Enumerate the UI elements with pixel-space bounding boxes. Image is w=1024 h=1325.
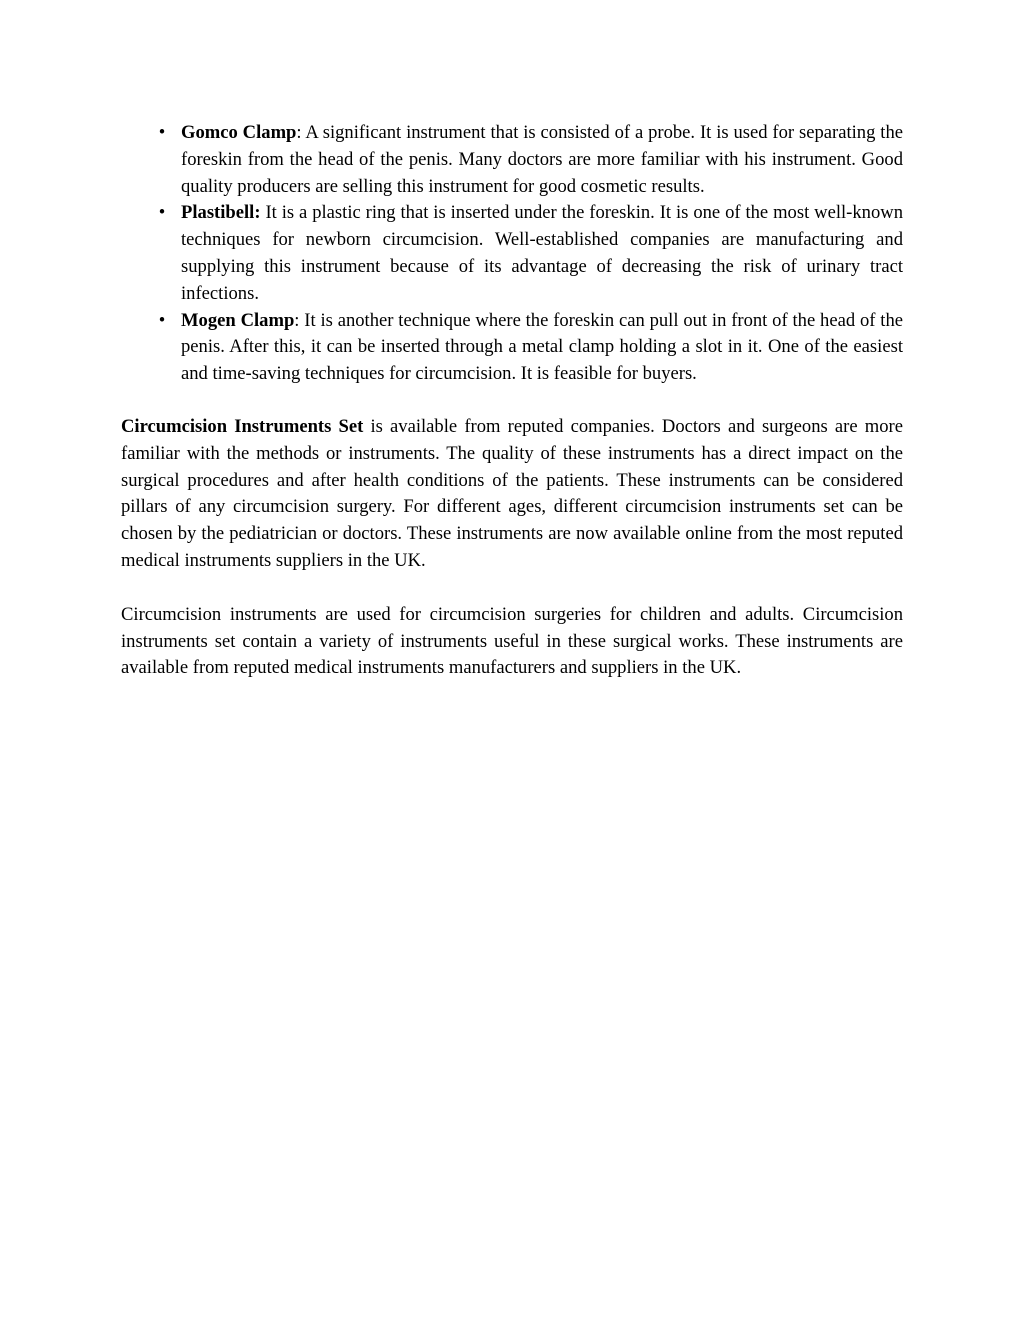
description-gomco-clamp: : A significant instrument that is consisted of a probe. It is used for separating the foreskin from the head of the penis. Many doctors are more familiar with his instrument. Good quality producers are selling this instrument for good cosmetic results. [181,122,903,197]
term-plastibell: Plastibell: [181,202,261,224]
document-page [121,120,903,682]
term-instruments-set: Circumcision Instruments Set [121,415,364,437]
bullet-icon: • [158,202,166,224]
description-plastibell: It is a plastic ring that is inserted under the foreskin. It is one of the most well-known techniques for newborn circumcision. Well-established companies are manufacturing and supplying this instrument because of its advantage of decreasing the risk of urinary tract infections. [181,202,903,304]
paragraph-instruments-set [121,414,903,575]
list-item-plastibell [121,200,903,307]
description-mogen-clamp: : It is another technique where the foreskin can pull out in front of the head of the penis. After this, it can be inserted through a metal clamp holding a slot in it. One of the easiest and time-saving techniques for circumcision. It is feasible for buyers. [181,309,904,385]
term-mogen-clamp: Mogen Clamp [181,309,295,331]
paragraph-instruments-set-text: is available from reputed companies. Doctors and surgeons are more familiar with the methods or instruments. The quality of these instruments has a direct impact on the surgical procedures and after health conditions of the patients. These instruments can be considered pillars of any circumcision surgery. For different ages, different circumcision instruments set can be chosen by the pediatrician or doctors. These instruments are now available online from the most reputed medical instruments suppliers in the UK. [121,415,903,571]
paragraph-summary-text: Circumcision instruments are used for circumcision surgeries for children and adults. Circumcision instruments set contain a variety of instruments useful in these surgical works. These instruments are available from reputed medical instruments manufacturers and suppliers in the UK. [121,603,903,679]
bullet-icon: • [158,122,166,143]
bullet-icon: • [158,309,166,331]
list-item-gomco-clamp [121,120,903,200]
term-gomco-clamp: Gomco Clamp [181,122,297,143]
instrument-list [121,120,903,388]
paragraph-summary [121,602,903,682]
list-item-mogen-clamp [121,308,903,388]
